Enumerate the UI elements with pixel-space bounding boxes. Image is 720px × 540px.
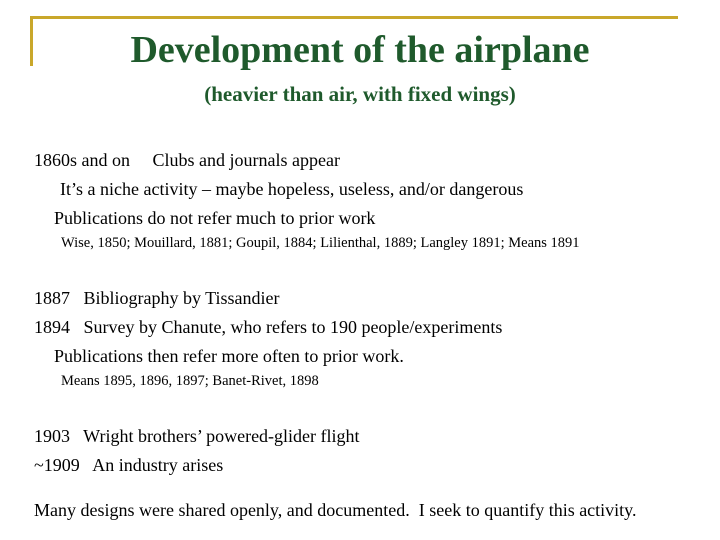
publications-note-1: Publications do not refer much to prior work — [54, 208, 376, 228]
timeline-1887: 1887 Bibliography by Tissandier — [34, 288, 280, 308]
conclusion-line: Many designs were shared openly, and documented. I seek to quantify this activity. — [34, 500, 637, 520]
references-2: Means 1895, 1896, 1897; Banet-Rivet, 1898 — [61, 373, 319, 389]
timeline-1903: 1903 Wright brothers’ powered-glider flight — [34, 426, 360, 446]
timeline-1894: 1894 Survey by Chanute, who refers to 190 people/experiments — [34, 317, 503, 337]
niche-activity-note: It’s a niche activity – maybe hopeless, useless, and/or dangerous — [60, 179, 524, 199]
timeline-1860s: 1860s and on Clubs and journals appear — [34, 150, 340, 170]
publications-note-2: Publications then refer more often to prior work. — [54, 346, 404, 366]
references-1: Wise, 1850; Mouillard, 1881; Goupil, 1884; Lilienthal, 1889; Langley 1891; Means 1891 — [61, 235, 580, 251]
frame-top-rule — [30, 16, 678, 19]
slide-subtitle: (heavier than air, with fixed wings) — [204, 82, 516, 106]
timeline-1909: ~1909 An industry arises — [34, 455, 224, 475]
slide-title: Development of the airplane — [130, 29, 590, 71]
